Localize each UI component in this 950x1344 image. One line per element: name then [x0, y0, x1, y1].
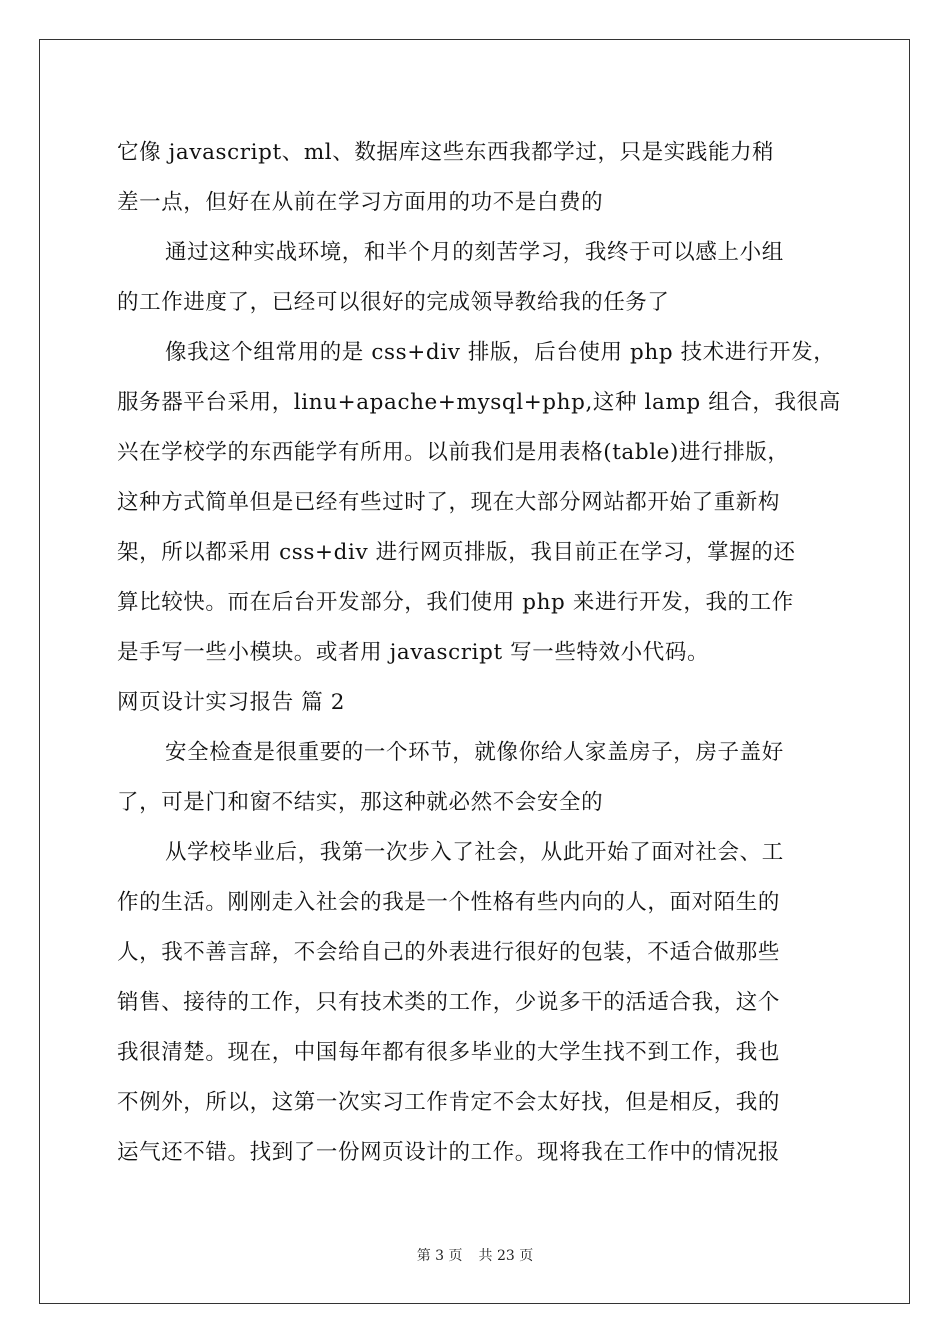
page-number: 第 3 页: [416, 1248, 463, 1264]
text-line: 人，我不善言辞，不会给自己的外表进行很好的包装，不适合做那些: [117, 940, 781, 965]
paragraph-start: 安全检查是很重要的一个环节，就像你给人家盖房子，房子盖好: [165, 740, 784, 765]
document-body: [117, 128, 857, 1178]
text-line: 的工作进度了，已经可以很好的完成领导教给我的任务了: [117, 290, 670, 315]
page-total: 共 23 页: [478, 1248, 534, 1264]
text-line: 了，可是门和窗不结实，那这种就必然不会安全的: [117, 790, 604, 815]
paragraph-start: 从学校毕业后，我第一次步入了社会，从此开始了面对社会、工: [165, 840, 784, 865]
paragraph-start: 像我这个组常用的是 css+div 排版，后台使用 php 技术进行开发，: [165, 340, 836, 365]
text-line: 算比较快。而在后台开发部分，我们使用 php 来进行开发，我的工作: [117, 590, 794, 615]
text-line: 它像 javascript、ml、数据库这些东西我都学过，只是实践能力稍: [117, 140, 775, 165]
page-footer: [0, 1245, 950, 1265]
text-line: 兴在学校学的东西能学有所用。以前我们是用表格(table)进行排版，: [117, 440, 790, 465]
section-heading: 网页设计实习报告 篇 2: [117, 690, 346, 715]
text-line: 是手写一些小模块。或者用 javascript 写一些特效小代码。: [117, 640, 710, 665]
paragraph-start: 通过这种实战环境，和半个月的刻苦学习，我终于可以感上小组: [165, 240, 784, 265]
text-line: 架，所以都采用 css+div 进行网页排版，我目前正在学习，掌握的还: [117, 540, 796, 565]
text-line: 不例外，所以，这第一次实习工作肯定不会太好找，但是相反，我的: [117, 1090, 781, 1115]
text-line: 差一点，但好在从前在学习方面用的功不是白费的: [117, 190, 604, 215]
text-line: 服务器平台采用，linu+apache+mysql+php,这种 lamp 组合，我很高: [117, 390, 841, 415]
text-line: 我很清楚。现在，中国每年都有很多毕业的大学生找不到工作，我也: [117, 1040, 781, 1065]
text-line: 运气还不错。找到了一份网页设计的工作。现将我在工作中的情况报: [117, 1140, 781, 1165]
text-line: 作的生活。刚刚走入社会的我是一个性格有些内向的人，面对陌生的: [117, 890, 781, 915]
text-line: 销售、接待的工作，只有技术类的工作，少说多干的活适合我，这个: [117, 990, 781, 1015]
text-line: 这种方式简单但是已经有些过时了，现在大部分网站都开始了重新构: [117, 490, 781, 515]
